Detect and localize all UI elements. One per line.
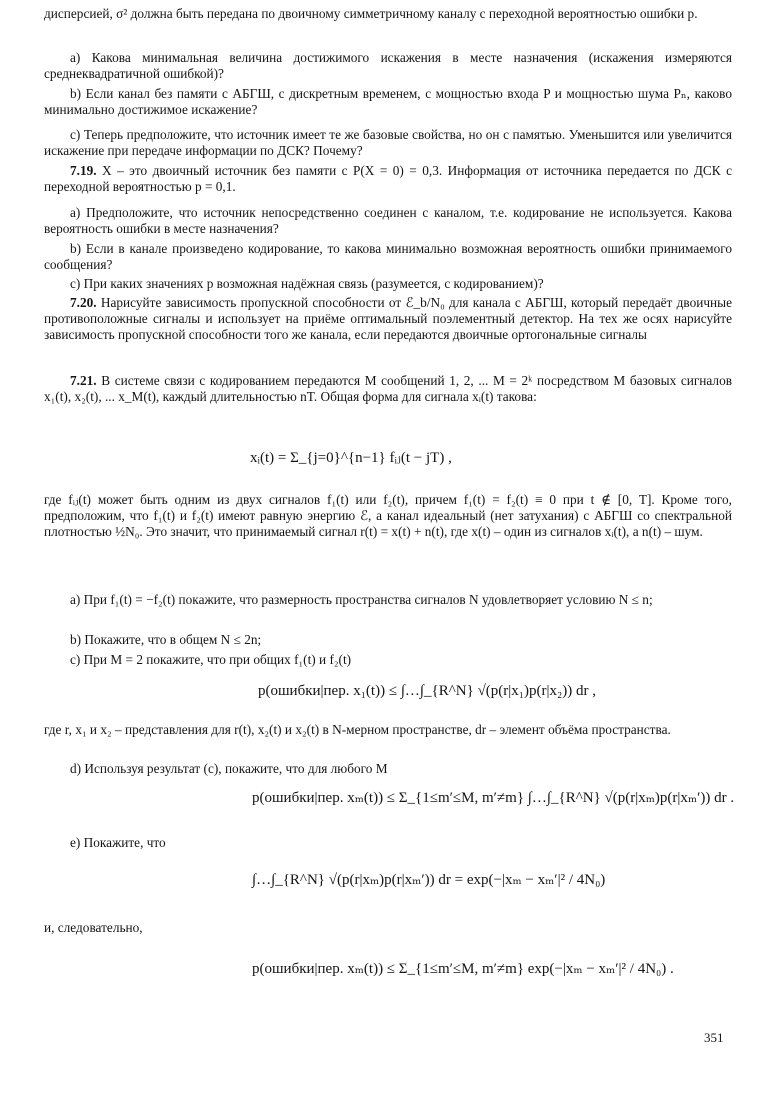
formula-text: p(ошибки|пер. xₘ(t)) ≤ Σ_{1≤m′≤M, m′≠m} exp(−|xₘ − xₘ′|² / 4N₀) . bbox=[252, 961, 674, 977]
text: a) Какова минимальная величина достижимого искажения в месте назначения (искажения измеряются среднеквадратичной ошибкой)? bbox=[44, 50, 732, 81]
text: Нарисуйте зависимость пропускной способности от ℰ_b/N₀ для канала с АБГШ, который передаёт двоичные противоположные сигналы и использует на приёме оптимальный поэлементный детектор. На тех же осях нарисуйте зависимость пропускной способности того же канала, если передаются двоичные ортогональные сигналы bbox=[44, 295, 732, 342]
text: дисперсией, σ² должна быть передана по двоичному симметричному каналу с переходной вероятностью ошибки p. bbox=[44, 6, 698, 21]
paragraph-p11 bbox=[44, 492, 732, 540]
text: и, следовательно, bbox=[44, 920, 143, 935]
formula-text: p(ошибки|пер. x₁(t)) ≤ ∫…∫_{R^N} √(p(r|x₁)p(r|x₂)) dr , bbox=[258, 683, 596, 699]
text: b) Покажите, что в общем N ≤ 2n; bbox=[70, 632, 262, 647]
text: e) Покажите, что bbox=[70, 835, 166, 850]
text: В системе связи с кодированием передаются M сообщений 1, 2, ... M = 2ᵏ посредством M базовых сигналов x₁(t), x₂(t), ... x_M(t), каждый длительностью nT. Общая форма для сигнала xᵢ(t) такова: bbox=[44, 373, 732, 404]
paragraph-p6 bbox=[44, 205, 732, 237]
paragraph-p14 bbox=[44, 652, 732, 668]
paragraph-p17 bbox=[44, 835, 732, 851]
text: a) При f₁(t) = −f₂(t) покажите, что размерность пространства сигналов N удовлетворяет условию N ≤ n; bbox=[70, 592, 653, 607]
formula-union-bound bbox=[252, 790, 734, 806]
problem-number: 7.20. bbox=[70, 295, 97, 310]
text: X – это двоичный источник без памяти с P(X = 0) = 0,3. Информация от источника передается по ДСК с переходной вероятностью p = 0,1. bbox=[44, 163, 732, 194]
problem-7-21 bbox=[44, 373, 732, 405]
paragraph-p18 bbox=[44, 920, 732, 936]
formula-text: ∫…∫_{R^N} √(p(r|xₘ)p(r|xₘ′)) dr = exp(−|xₘ − xₘ′|² / 4N₀) bbox=[252, 872, 606, 888]
text: где fᵢⱼ(t) может быть одним из двух сигналов f₁(t) или f₂(t), причем f₁(t) = f₂(t) ≡ 0 при t ∉ [0, T]. Кроме того, предположим, что f₁(t) и f₂(t) имеют равную энергию ℰ, а канал идеальный (нет затухания) с АБГШ со спектральной плотностью ½N₀. Это значит, что принимаемый сигнал r(t) = x(t) + n(t), где x(t) – один из сигналов xᵢ(t), а n(t) – шум. bbox=[44, 492, 732, 539]
text: b) Если канал без памяти с АБГШ, с дискретным временем, с мощностью входа P и мощностью шума Pₙ, каково минимально достижимое искажение? bbox=[44, 86, 732, 117]
problem-7-20 bbox=[44, 295, 732, 343]
formula-text: p(ошибки|пер. xₘ(t)) ≤ Σ_{1≤m′≤M, m′≠m} ∫…∫_{R^N} √(p(r|xₘ)p(r|xₘ′)) dr . bbox=[252, 790, 735, 806]
paragraph-p2 bbox=[44, 50, 732, 82]
problem-7-19 bbox=[44, 163, 732, 195]
formula-bhattacharyya bbox=[252, 872, 605, 888]
problem-number: 7.21. bbox=[70, 373, 97, 388]
text: c) При каких значениях p возможная надёжная связь (разумеется, с кодированием)? bbox=[70, 276, 544, 291]
paragraph-p1 bbox=[44, 6, 732, 22]
text: b) Если в канале произведено кодирование, то какова минимально возможная вероятность ошибки принимаемого сообщения? bbox=[44, 241, 732, 272]
text: c) Теперь предположите, что источник имеет те же базовые свойства, но он с памятью. Уменьшится или увеличится искажение при передаче информации по ДСК? Почему? bbox=[44, 127, 732, 158]
paragraph-p3 bbox=[44, 86, 732, 118]
paragraph-p12 bbox=[44, 592, 732, 608]
formula-signal-sum bbox=[250, 450, 452, 466]
formula-final-bound bbox=[252, 961, 674, 977]
text: a) Предположите, что источник непосредственно соединен с каналом, т.е. кодирование не используется. Какова вероятность ошибки в месте назначения? bbox=[44, 205, 732, 236]
formula-error-bound-m2 bbox=[258, 683, 596, 699]
paragraph-p7 bbox=[44, 241, 732, 273]
text: d) Используя результат (c), покажите, что для любого M bbox=[70, 761, 388, 776]
paragraph-p4 bbox=[44, 127, 732, 159]
paragraph-p15 bbox=[44, 722, 732, 738]
paragraph-p13 bbox=[44, 632, 732, 648]
text: где r, x₁ и x₂ – представления для r(t), x₂(t) и x₂(t) в N-мерном пространстве, dr – элемент объёма пространства. bbox=[44, 722, 671, 737]
page-number: 351 bbox=[704, 1030, 724, 1045]
problem-number: 7.19. bbox=[70, 163, 97, 178]
paragraph-p8 bbox=[44, 276, 732, 292]
paragraph-p16 bbox=[44, 761, 732, 777]
text: c) При M = 2 покажите, что при общих f₁(t) и f₂(t) bbox=[70, 652, 352, 667]
formula-text: xᵢ(t) = Σ_{j=0}^{n−1} fᵢⱼ(t − jT) , bbox=[250, 450, 452, 466]
